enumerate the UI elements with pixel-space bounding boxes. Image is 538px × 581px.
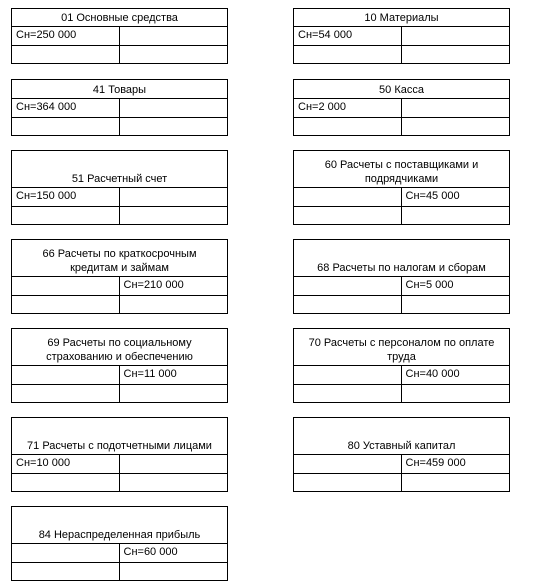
account-title: 10 Материалы (294, 9, 509, 27)
debit-cell (12, 118, 120, 135)
debit-cell (294, 474, 402, 491)
credit-cell (120, 296, 228, 313)
account-80 (293, 417, 510, 492)
account-10 (293, 8, 510, 64)
account-70 (293, 328, 510, 403)
credit-cell (402, 118, 510, 135)
credit-cell (120, 563, 228, 580)
empty-row (294, 206, 509, 224)
balance-row (12, 455, 227, 473)
debit-cell (12, 46, 120, 63)
empty-row (12, 384, 227, 402)
debit-cell (12, 544, 120, 562)
credit-cell (402, 46, 510, 63)
account-title: 51 Расчетный счет (12, 151, 227, 188)
debit-cell: Сн=150 000 (12, 188, 120, 206)
account-title: 01 Основные средства (12, 9, 227, 27)
balance-row (12, 99, 227, 117)
account-title: 68 Расчеты по налогам и сборам (294, 240, 509, 277)
credit-cell (120, 474, 228, 491)
credit-cell (120, 188, 228, 206)
credit-cell (402, 296, 510, 313)
account-title: 50 Касса (294, 80, 509, 99)
debit-cell: Сн=250 000 (12, 27, 120, 45)
balance-row (294, 188, 509, 206)
credit-cell (402, 27, 510, 45)
account-title: 80 Уставный капитал (294, 418, 509, 455)
debit-cell: Сн=10 000 (12, 455, 120, 473)
empty-row (12, 473, 227, 491)
credit-cell (120, 99, 228, 117)
balance-row (294, 27, 509, 45)
debit-cell (12, 296, 120, 313)
account-60 (293, 150, 510, 225)
empty-row (12, 206, 227, 224)
credit-cell: Сн=11 000 (123, 368, 177, 380)
balance-row (12, 544, 227, 562)
empty-row (294, 295, 509, 313)
empty-row (294, 117, 509, 135)
credit-cell: Сн=210 000 (123, 279, 184, 291)
empty-row (294, 473, 509, 491)
credit-cell (402, 207, 510, 224)
debit-cell (294, 455, 402, 473)
empty-row (12, 562, 227, 580)
debit-cell (12, 277, 120, 295)
account-title: 84 Нераспределенная прибыль (12, 507, 227, 544)
debit-cell (294, 118, 402, 135)
credit-cell (402, 99, 510, 117)
credit-cell (402, 385, 510, 402)
account-41 (11, 79, 228, 136)
credit-cell (402, 474, 510, 491)
balance-row (12, 277, 227, 295)
debit-cell (12, 474, 120, 491)
debit-cell (294, 296, 402, 313)
account-69 (11, 328, 228, 403)
credit-cell (120, 385, 228, 402)
account-66 (11, 239, 228, 314)
credit-cell: Сн=5 000 (405, 279, 454, 291)
empty-row (294, 384, 509, 402)
balance-row (294, 277, 509, 295)
debit-cell: Сн=2 000 (294, 99, 402, 117)
credit-cell (120, 455, 228, 473)
debit-cell (12, 366, 120, 384)
credit-cell (120, 46, 228, 63)
credit-cell (120, 27, 228, 45)
debit-cell (294, 277, 402, 295)
balance-row (294, 366, 509, 384)
empty-row (12, 117, 227, 135)
balance-row (12, 27, 227, 45)
debit-cell (12, 385, 120, 402)
account-title: 71 Расчеты с подотчетными лицами (12, 418, 227, 455)
balance-row (294, 455, 509, 473)
credit-cell: Сн=40 000 (405, 368, 460, 380)
account-51 (11, 150, 228, 225)
account-title: 41 Товары (12, 80, 227, 99)
debit-cell (294, 385, 402, 402)
account-68 (293, 239, 510, 314)
balance-row (12, 366, 227, 384)
balance-row (12, 188, 227, 206)
debit-cell: Сн=364 000 (12, 99, 120, 117)
empty-row (294, 45, 509, 63)
credit-cell (120, 118, 228, 135)
balance-row (294, 99, 509, 117)
credit-cell: Сн=459 000 (405, 457, 466, 469)
credit-cell: Сн=45 000 (405, 190, 460, 202)
debit-cell (294, 366, 402, 384)
debit-cell (12, 207, 120, 224)
debit-cell: Сн=54 000 (294, 27, 402, 45)
empty-row (12, 45, 227, 63)
credit-cell (120, 207, 228, 224)
debit-cell (294, 188, 402, 206)
debit-cell (294, 207, 402, 224)
account-84 (11, 506, 228, 581)
account-title: 66 Расчеты по краткосрочным кредитам и займам (12, 240, 227, 277)
account-71 (11, 417, 228, 492)
account-title: 69 Расчеты по социальному страхованию и обеспечению (12, 329, 227, 366)
debit-cell (12, 563, 120, 580)
account-01 (11, 8, 228, 64)
account-title: 70 Расчеты с персоналом по оплате труда (294, 329, 509, 366)
account-title: 60 Расчеты с поставщиками и подрядчиками (294, 151, 509, 188)
empty-row (12, 295, 227, 313)
debit-cell (294, 46, 402, 63)
account-50 (293, 79, 510, 136)
credit-cell: Сн=60 000 (123, 546, 178, 558)
